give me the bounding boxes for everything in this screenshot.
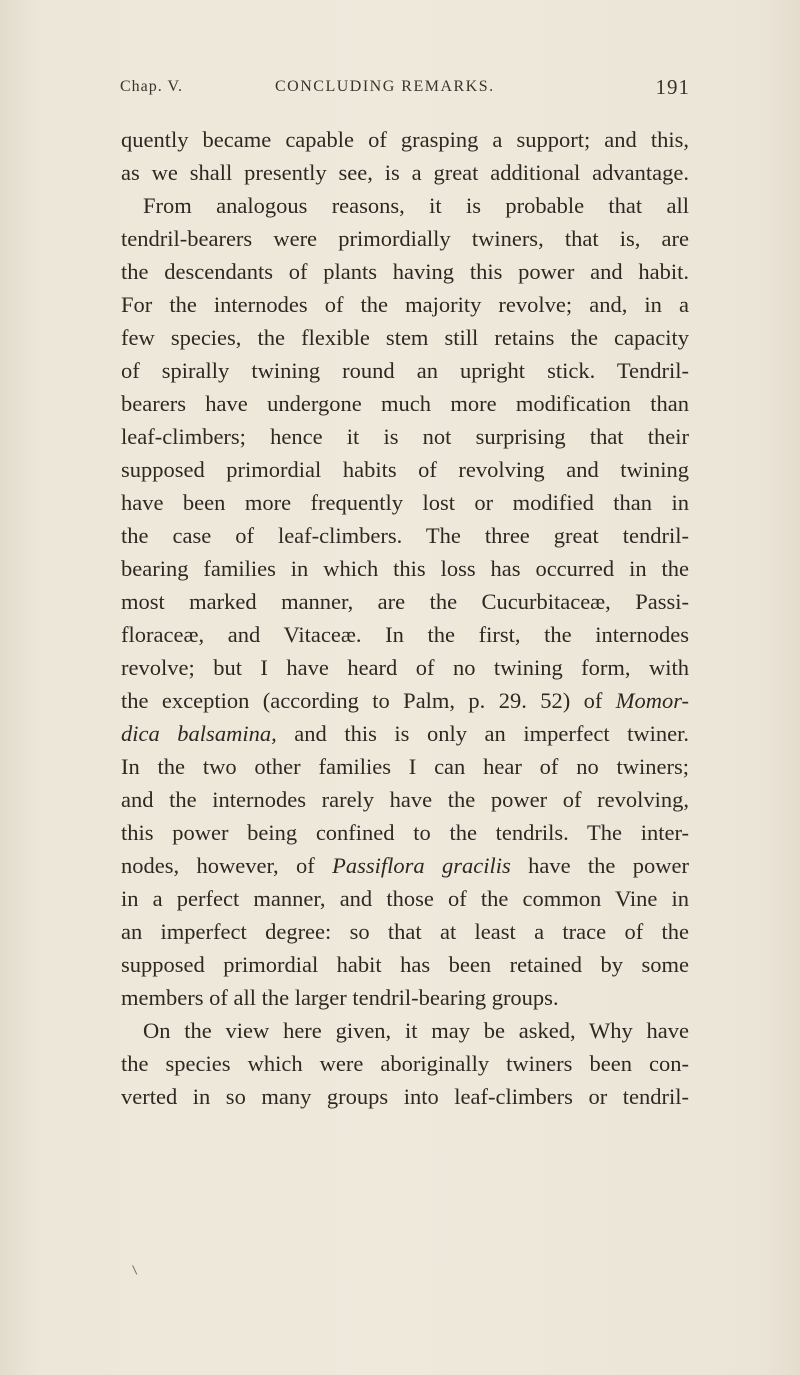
text-line: bearing families in which this loss has occurred in the <box>121 556 689 581</box>
text-line: this power being confined to the tendrils. The inter- <box>121 820 689 845</box>
text-line: the exception (according to Palm, p. 29. 52) of Momor- <box>121 688 689 713</box>
text-line: the species which were aboriginally twiners been con- <box>121 1051 689 1076</box>
text-line: few species, the flexible stem still retains the capacity <box>121 325 689 350</box>
text-line: quently became capable of grasping a support; and this, <box>121 127 689 152</box>
text-line: an imperfect degree: so that at least a trace of the <box>121 919 689 944</box>
text-line: On the view here given, it may be asked, Why have <box>143 1018 689 1043</box>
chapter-label: Chap. V. <box>120 78 183 95</box>
text-line: the case of leaf-climbers. The three great tendril- <box>121 523 689 548</box>
text-line: supposed primordial habit has been retained by some <box>121 952 689 977</box>
body-text <box>121 123 689 1113</box>
text-line: as we shall presently see, is a great additional advantage. <box>121 160 689 185</box>
text-line: and the internodes rarely have the power of revolving, <box>121 787 689 812</box>
text-line: For the internodes of the majority revolve; and, in a <box>121 292 689 317</box>
stray-ink-mark <box>132 1263 141 1274</box>
text-line: the descendants of plants having this power and habit. <box>121 259 689 284</box>
text-line: supposed primordial habits of revolving and twining <box>121 457 689 482</box>
running-header <box>120 75 690 108</box>
text-line: in a perfect manner, and those of the common Vine in <box>121 886 689 911</box>
text-line: verted in so many groups into leaf-climbers or tendril- <box>121 1084 689 1109</box>
text-line: leaf-climbers; hence it is not surprising that their <box>121 424 689 449</box>
text-line: In the two other families I can hear of no twiners; <box>121 754 689 779</box>
text-line: dica balsamina, and this is only an imperfect twiner. <box>121 721 689 746</box>
text-line: revolve; but I have heard of no twining form, with <box>121 655 689 680</box>
text-line: floraceæ, and Vitaceæ. In the first, the internodes <box>121 622 689 647</box>
running-title: CONCLUDING REMARKS. <box>275 78 495 95</box>
text-line: From analogous reasons, it is probable that all <box>143 193 689 218</box>
page-number: 191 <box>655 75 690 99</box>
text-line: most marked manner, are the Cucurbitaceæ, Passi- <box>121 589 689 614</box>
text-line: bearers have undergone much more modification than <box>121 391 689 416</box>
text-line: have been more frequently lost or modified than in <box>121 490 689 515</box>
text-line: members of all the larger tendril-bearing groups. <box>121 985 559 1010</box>
text-line: tendril-bearers were primordially twiners, that is, are <box>121 226 689 251</box>
text-line: of spirally twining round an upright stick. Tendril- <box>121 358 689 383</box>
text-line: nodes, however, of Passiflora gracilis have the power <box>121 853 689 878</box>
